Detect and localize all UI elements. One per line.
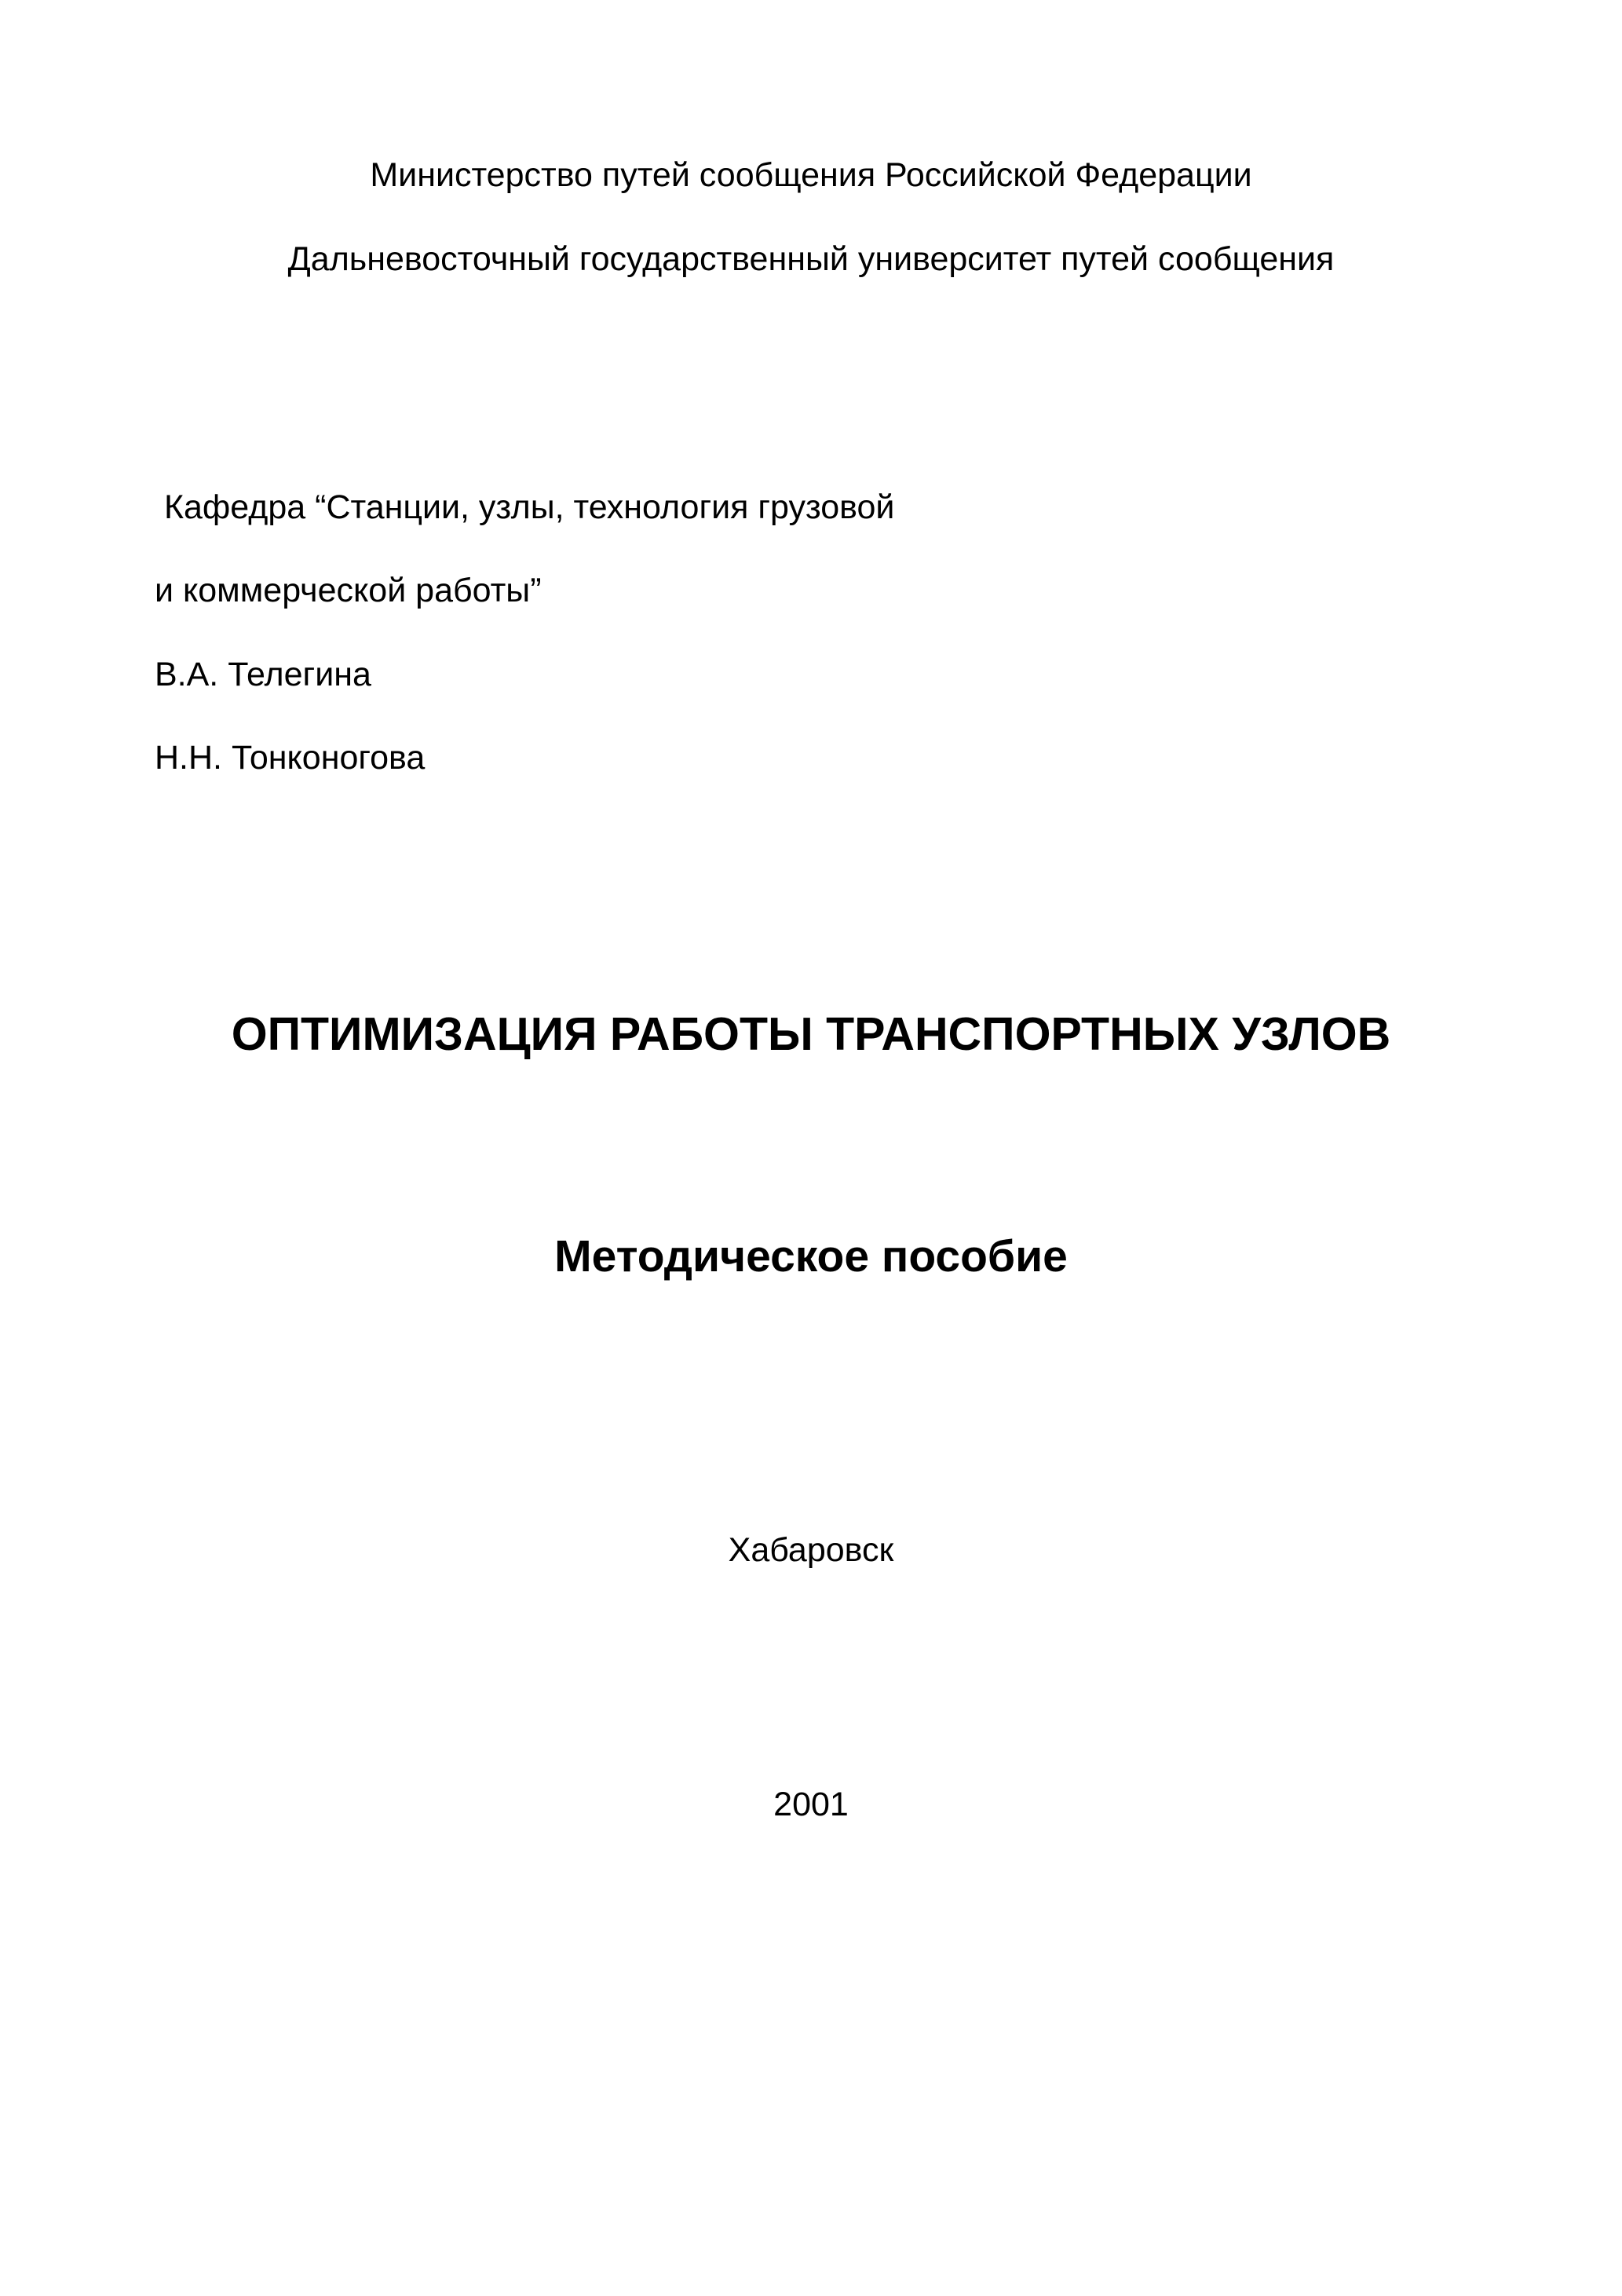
author-1: В.А. Телегина bbox=[155, 656, 371, 693]
ministry-name: Министерство путей сообщения Российской Федерации bbox=[370, 156, 1252, 194]
document-title: ОПТИМИЗАЦИЯ РАБОТЫ ТРАНСПОРТНЫХ УЗЛОВ bbox=[231, 1008, 1391, 1060]
university-name: Дальневосточный государственный университет путей сообщения bbox=[287, 240, 1335, 278]
department-line-1: Кафедра “Станции, узлы, технология грузовой bbox=[155, 488, 895, 526]
document-subtitle: Методическое пособие bbox=[554, 1231, 1068, 1281]
publication-year: 2001 bbox=[773, 1786, 849, 1823]
publication-city: Хабаровск bbox=[728, 1531, 894, 1569]
author-2: Н.Н. Тонконогова bbox=[155, 739, 426, 777]
department-line-2: и коммерческой работы” bbox=[155, 572, 542, 609]
